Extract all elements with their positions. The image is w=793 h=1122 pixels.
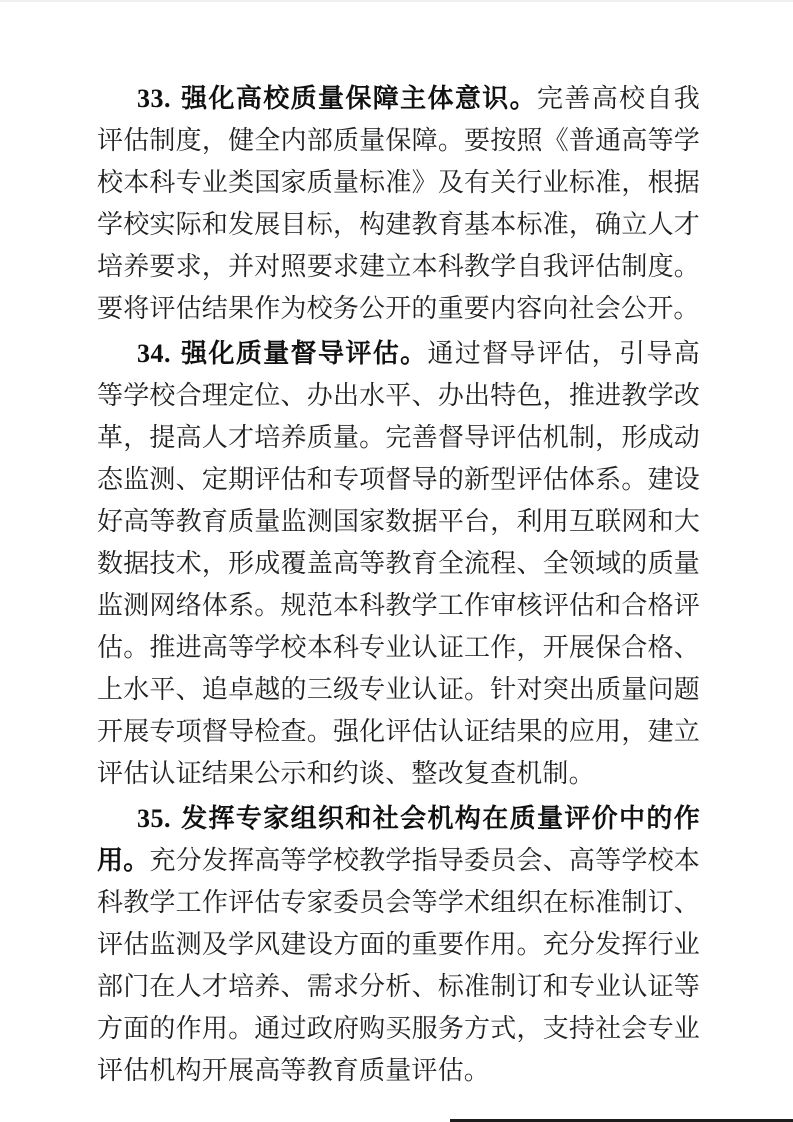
paragraph-34 — [97, 333, 700, 795]
paragraph-34-heading: 强化质量督导评估。 — [180, 339, 428, 368]
paragraph-33-number: 33. — [137, 84, 171, 113]
paragraph-33-body: 完善高校自我评估制度，健全内部质量保障。要按照《普通高等学校本科专业类国家质量标准》及有关行业标准，根据学校实际和发展目标，构建教育基本标准，确立人才培养要求，并对照要求建立本科教学自我评估制度。要将评估结果作为校务公开的重要内容向社会公开。 — [97, 84, 700, 323]
paragraph-35 — [97, 798, 700, 1092]
paragraph-35-body: 充分发挥高等学校教学指导委员会、高等学校本科教学工作评估专家委员会等学术组织在标准制订、评估监测及学风建设方面的重要作用。充分发挥行业部门在人才培养、需求分析、标准制订和专业认证等方面的作用。通过政府购买服务方式，支持社会专业评估机构开展高等教育质量评估。 — [97, 846, 700, 1085]
paragraph-33 — [97, 78, 700, 330]
paragraph-33-heading: 强化高校质量保障主体意识。 — [180, 84, 537, 113]
paragraph-34-body: 通过督导评估，引导高等学校合理定位、办出水平、办出特色，推进教学改革，提高人才培养质量。完善督导评估机制，形成动态监测、定期评估和专项督导的新型评估体系。建设好高等教育质量监测国家数据平台，利用互联网和大数据技术，形成覆盖高等教育全流程、全领域的质量监测网络体系。规范本科教学工作审核评估和合格评估。推进高等学校本科专业认证工作，开展保合格、上水平、追卓越的三级专业认证。针对突出质量问题开展专项督导检查。强化评估认证结果的应用，建立评估认证结果公示和约谈、整改复查机制。 — [97, 339, 700, 788]
paragraph-34-number: 34. — [137, 339, 171, 368]
paragraph-35-heading: 发挥专家组织和社会机构在质量评价中的作用。 — [97, 804, 700, 875]
paragraph-35-number: 35. — [137, 804, 171, 833]
